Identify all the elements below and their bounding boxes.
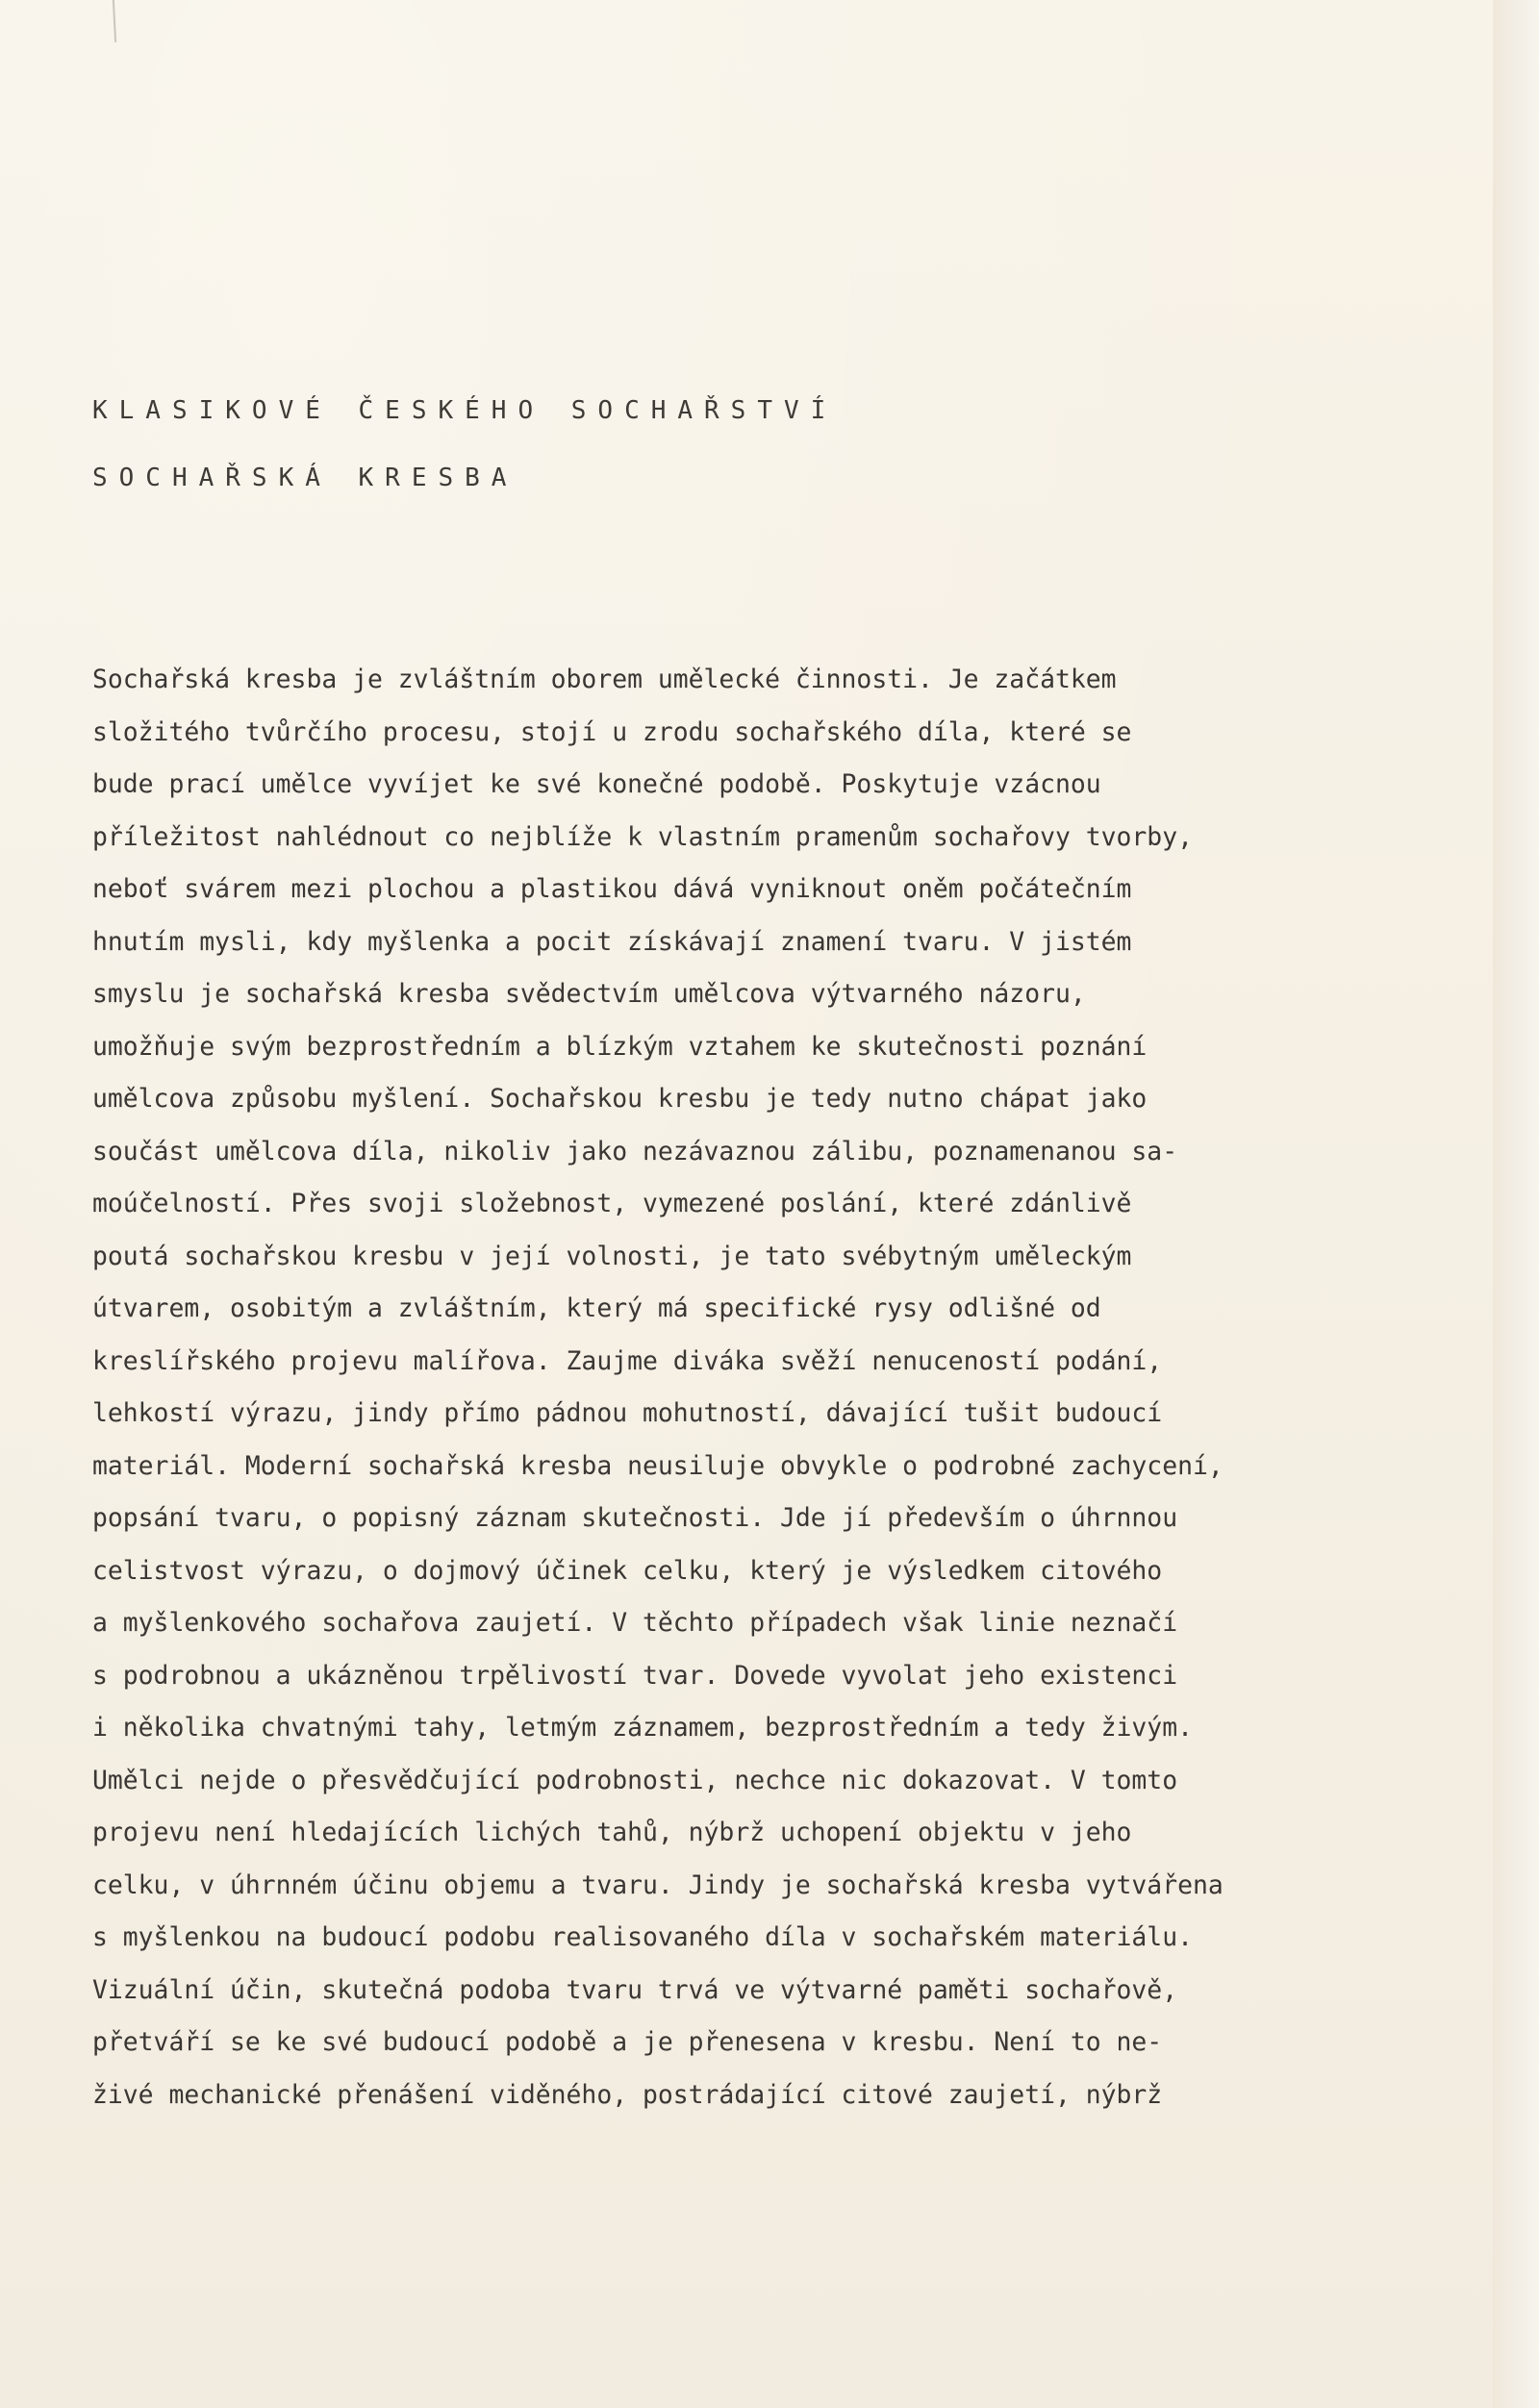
text-line: Vizuální účin, skutečná podoba tvaru trvá ve výtvarné paměti sochařově,: [92, 1974, 1178, 2005]
text-line: umožňuje svým bezprostředním a blízkým vztahem ke skutečnosti poznání: [92, 1031, 1148, 1062]
text-line: umělcova způsobu myšlení. Sochařskou kresbu je tedy nutno chápat jako: [92, 1084, 1148, 1114]
text-line: hnutím mysli, kdy myšlenka a pocit získávají znamení tvaru. V jistém: [92, 926, 1132, 957]
text-line: bude prací umělce vyvíjet ke své konečné podobě. Poskytuje vzácnou: [92, 769, 1101, 799]
text-line: součást umělcova díla, nikoliv jako nezávaznou zálibu, poznamenanou sa-: [92, 1136, 1178, 1166]
text-line: neboť svárem mezi plochou a plastikou dává vyniknout oněm počátečním: [92, 874, 1132, 904]
text-line: živé mechanické přenášení viděného, postrádající citové zaujetí, nýbrž: [92, 2079, 1163, 2110]
text-line: popsání tvaru, o popisný záznam skutečnosti. Jde jí především o úhrnnou: [92, 1503, 1178, 1533]
text-line: moúčelností. Přes svoji složebnost, vymezené poslání, které zdánlivě: [92, 1189, 1132, 1218]
text-line: útvarem, osobitým a zvláštním, který má specifické rysy odlišné od: [92, 1293, 1101, 1323]
document-subheading: SOCHAŘSKÁ KRESBA: [92, 464, 518, 492]
text-line: i několika chvatnými tahy, letmým záznamem, bezprostředním a tedy živým.: [92, 1713, 1193, 1743]
body-text: [92, 654, 1381, 2121]
text-line: Umělci nejde o přesvědčující podrobnosti, nechce nic dokazovat. V tomto: [92, 1765, 1178, 1795]
text-line: lehkostí výrazu, jindy přímo pádnou mohutností, dávající tušit budoucí: [92, 1398, 1163, 1428]
page-edge: [1493, 0, 1539, 2408]
text-line: složitého tvůrčího procesu, stojí u zrodu sochařského díla, které se: [92, 716, 1132, 747]
text-line: Sochařská kresba je zvláštním oborem umělecké činnosti. Je začátkem: [92, 665, 1117, 694]
text-line: kreslířského projevu malířova. Zaujme diváka svěží nenuceností podání,: [92, 1345, 1163, 1376]
text-line: s myšlenkou na budoucí podobu realisovaného díla v sochařském materiálu.: [92, 1922, 1193, 1952]
document-heading: KLASIKOVÉ ČESKÉHO SOCHAŘSTVÍ: [92, 396, 838, 425]
text-line: smyslu je sochařská kresba svědectvím umělcova výtvarného názoru,: [92, 979, 1086, 1009]
text-line: a myšlenkového sochařova zaujetí. V těchto případech však linie neznačí: [92, 1608, 1178, 1638]
text-line: celistvost výrazu, o dojmový účinek celku, který je výsledkem citového: [92, 1555, 1163, 1586]
text-line: příležitost nahlédnout co nejblíže k vlastním pramenům sochařovy tvorby,: [92, 821, 1193, 852]
text-line: celku, v úhrnném účinu objemu a tvaru. Jindy je sochařská kresba vytvářena: [92, 1869, 1224, 1900]
pencil-mark: [113, 0, 116, 42]
text-line: s podrobnou a ukázněnou trpělivostí tvar. Dovede vyvolat jeho existenci: [92, 1660, 1178, 1691]
text-line: přetváří se ke své budoucí podobě a je přenesena v kresbu. Není to ne-: [92, 2027, 1163, 2057]
text-line: projevu není hledajících lichých tahů, nýbrž uchopení objektu v jeho: [92, 1818, 1132, 1847]
text-line: materiál. Moderní sochařská kresba neusiluje obvykle o podrobné zachycení,: [92, 1450, 1224, 1481]
text-line: poutá sochařskou kresbu v její volnosti, je tato svébytným uměleckým: [92, 1241, 1132, 1271]
